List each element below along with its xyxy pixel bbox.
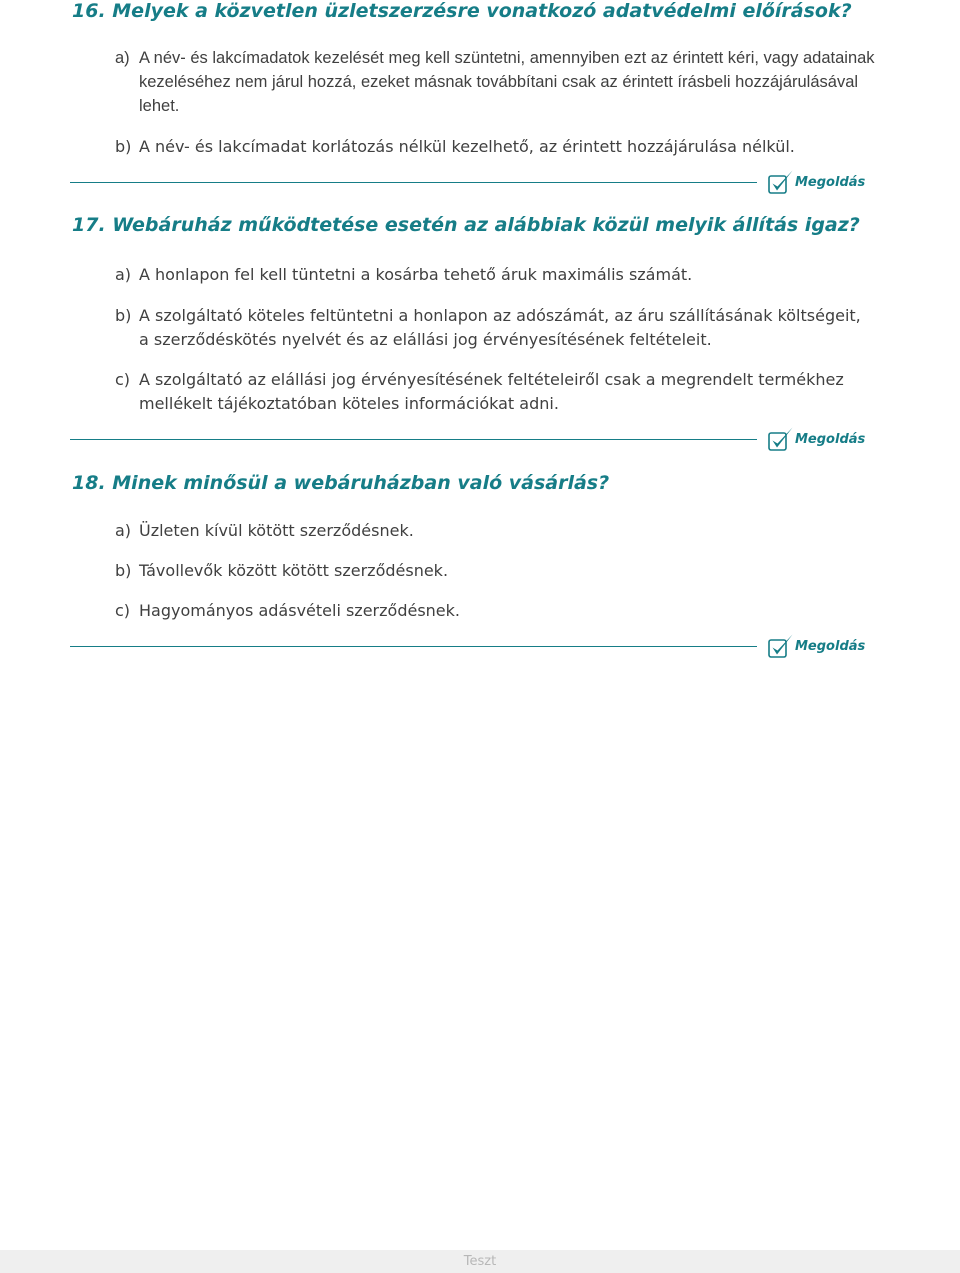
question-16-option-b <box>115 135 875 159</box>
question-16-title: 16. Melyek a közvetlen üzletszerzésre vonatkozó adatvédelmi előírások? <box>72 0 852 22</box>
option-label: c) <box>115 601 131 620</box>
solution-label: Megoldás <box>795 174 866 190</box>
option-text: A név- és lakcímadatok kezelését meg kell szüntetni, amennyiben ezt az érintett kéri, vagy adatainak kezeléséhez nem járul hozzá, ezeket másnak továbbítani csak az érintett írásbeli hozzájárulásával lehet. <box>139 49 875 115</box>
question-16-solution-button[interactable] <box>768 168 868 196</box>
question-17-option-a <box>115 263 875 287</box>
option-label: a) <box>115 49 130 67</box>
option-label: b) <box>115 137 132 156</box>
option-text: A szolgáltató köteles feltüntetni a honlapon az adószámát, az áru szállításának költségeit, a szerződéskötés nyelvét és az elállási jog érvényesítésének feltételeit. <box>139 306 861 349</box>
footer-title: Teszt <box>463 1254 497 1269</box>
question-17-option-c <box>115 368 875 416</box>
option-text: Üzleten kívül kötött szerződésnek. <box>139 521 414 540</box>
option-text: A honlapon fel kell tüntetni a kosárba tehető áruk maximális számát. <box>139 265 693 284</box>
option-label: a) <box>115 521 132 540</box>
question-18-solution-button[interactable] <box>768 632 868 660</box>
checkbox-check-icon <box>768 169 794 195</box>
question-17-divider <box>70 439 757 440</box>
option-label: b) <box>115 306 132 325</box>
question-18-option-c <box>115 599 875 623</box>
option-label: c) <box>115 370 131 389</box>
checkbox-check-icon <box>768 633 794 659</box>
option-label: a) <box>115 265 132 284</box>
question-18-option-a <box>115 519 875 543</box>
solution-label: Megoldás <box>795 431 866 447</box>
question-16-option-a <box>115 46 875 118</box>
question-16-divider <box>70 182 757 183</box>
option-text: Távollevők között kötött szerződésnek. <box>139 561 449 580</box>
question-17-solution-button[interactable] <box>768 425 868 453</box>
question-18-option-b <box>115 559 875 583</box>
option-text: Hagyományos adásvételi szerződésnek. <box>139 601 460 620</box>
question-17-option-b <box>115 304 875 352</box>
question-18-title: 18. Minek minősül a webáruházban való vásárlás? <box>72 472 610 494</box>
question-17-title: 17. Webáruház működtetése esetén az alábbiak közül melyik állítás igaz? <box>72 214 860 236</box>
option-label: b) <box>115 561 132 580</box>
solution-label: Megoldás <box>795 638 866 654</box>
checkbox-check-icon <box>768 426 794 452</box>
option-text: A név- és lakcímadat korlátozás nélkül kezelhető, az érintett hozzájárulása nélkül. <box>139 137 795 156</box>
question-18-divider <box>70 646 757 647</box>
option-text: A szolgáltató az elállási jog érvényesítésének feltételeiről csak a megrendelt termékhez mellékelt tájékoztatóban köteles információkat adni. <box>139 370 844 413</box>
